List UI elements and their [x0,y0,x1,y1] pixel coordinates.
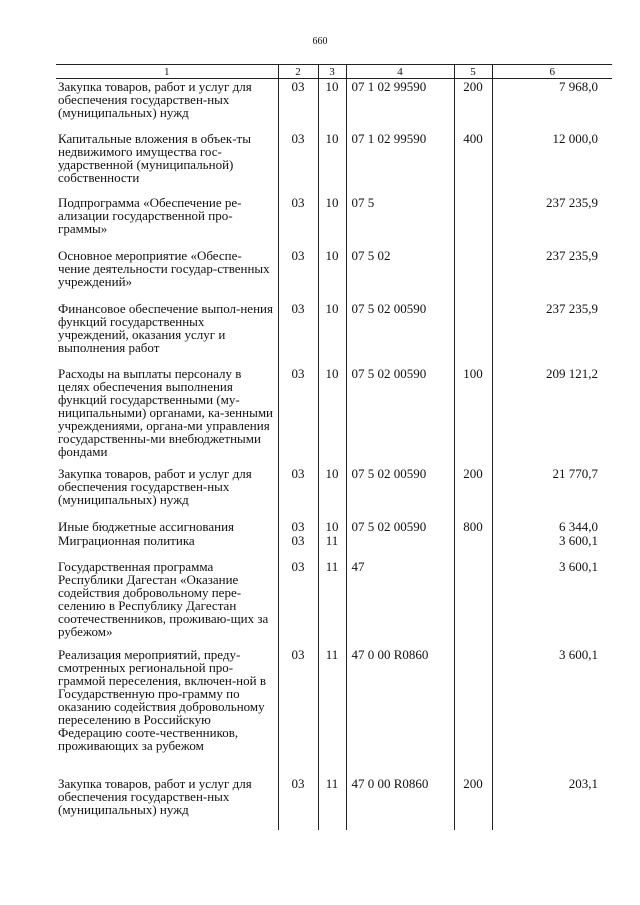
row-section: 03 [278,131,318,195]
row-subsection: 10 [318,301,346,366]
table-row [56,466,612,519]
row-target-code: 47 [346,559,454,647]
row-expense-type [454,533,492,559]
row-expense-type [454,195,492,248]
row-expense-type: 800 [454,519,492,533]
row-target-code: 07 5 [346,195,454,248]
row-section: 03 [278,466,318,519]
row-subsection: 10 [318,131,346,195]
row-subsection: 10 [318,79,346,131]
budget-table [56,64,612,830]
row-subsection: 11 [318,776,346,830]
row-expense-type [454,248,492,301]
row-amount: 6 344,0 [492,519,612,533]
row-amount: 209 121,2 [492,366,612,466]
row-target-code: 47 0 00 R0860 [346,776,454,830]
table-row [56,647,612,776]
row-name: Закупка товаров, работ и услуг для обеспечения государствен-ных (муниципальных) нужд [58,79,252,120]
row-section: 03 [278,248,318,301]
row-expense-type: 200 [454,776,492,830]
header-col-2: 2 [278,65,318,79]
row-section: 03 [278,647,318,776]
budget-table-container [56,64,612,832]
table-row [56,248,612,301]
row-section: 03 [278,559,318,647]
row-section: 03 [278,366,318,466]
table-row [56,519,612,533]
row-expense-type: 400 [454,131,492,195]
row-amount: 203,1 [492,776,612,830]
row-section: 03 [278,519,318,533]
row-expense-type: 200 [454,466,492,519]
row-expense-type [454,301,492,366]
row-section: 03 [278,776,318,830]
row-expense-type [454,559,492,647]
row-subsection: 10 [318,466,346,519]
row-subsection: 11 [318,559,346,647]
row-expense-type: 100 [454,366,492,466]
table-row [56,776,612,830]
row-amount: 21 770,7 [492,466,612,519]
row-expense-type [454,647,492,776]
row-target-code: 07 5 02 00590 [346,366,454,466]
table-row [56,533,612,559]
row-name: Миграционная политика [58,532,195,548]
row-amount: 237 235,9 [492,195,612,248]
page-number: 660 [312,36,328,47]
row-name: Реализация мероприятий, преду-смотренных региональной про-граммой переселения, включен-ной в Государственную про-грамму по оказанию содействия добровольному переселению в Российскую Федерацию соотe-чественников, проживающих за рубежом [58,646,266,753]
row-name: Подпрограмма «Обеспечение ре-ализации государственной про-граммы» [58,194,242,236]
table-row [56,131,612,195]
row-subsection: 10 [318,248,346,301]
table-row [56,559,612,647]
row-target-code: 07 5 02 00590 [346,301,454,366]
row-name: Расходы на выплаты персоналу в целях обеспечения выполнения функций государственными (му-ниципальными) органами, ка-зенными учреждениями, органа-ми управления государственны-ми внебюджетными фондами [58,365,274,459]
row-target-code: 07 1 02 99590 [346,79,454,131]
header-col-4: 4 [346,65,454,79]
row-subsection: 11 [318,647,346,776]
row-expense-type: 200 [454,79,492,131]
row-target-code: 47 0 00 R0860 [346,647,454,776]
header-col-6: 6 [492,65,612,79]
row-target-code: 07 5 02 00590 [346,466,454,519]
row-amount: 3 600,1 [492,647,612,776]
header-col-5: 5 [454,65,492,79]
row-name: Финансовое обеспечение выпол-нения функций государственных учреждений, оказания услуг и выполнения работ [58,300,273,355]
row-subsection: 11 [318,533,346,559]
row-subsection: 10 [318,519,346,533]
table-row [56,79,612,131]
row-amount: 7 968,0 [492,79,612,131]
table-header-row [56,65,612,79]
row-amount: 3 600,1 [492,533,612,559]
row-name: Основное мероприятие «Обеспе-чение деятельности государ-ственных учреждений» [58,247,270,289]
row-name: Капитальные вложения в объек-ты недвижимого имущества гос-ударственной (муниципальной) собственности [58,130,251,185]
row-subsection: 10 [318,366,346,466]
row-amount: 12 000,0 [492,131,612,195]
row-amount: 237 235,9 [492,301,612,366]
row-target-code: 07 5 02 00590 [346,519,454,533]
row-name: Государственная программа Республики Дагестан «Оказание содействия добровольному пере-селению в Республику Дагестан соотечественников, проживаю-щих за рубежом» [58,558,269,639]
row-section: 03 [278,195,318,248]
table-row [56,366,612,466]
row-target-code: 07 5 02 [346,248,454,301]
row-target-code [346,533,454,559]
row-subsection: 10 [318,195,346,248]
row-name: Закупка товаров, работ и услуг для обеспечения государствен-ных (муниципальных) нужд [58,465,252,507]
row-section: 03 [278,79,318,131]
header-col-1: 1 [56,65,278,79]
table-row [56,301,612,366]
row-amount: 3 600,1 [492,559,612,647]
row-target-code: 07 1 02 99590 [346,131,454,195]
row-amount: 237 235,9 [492,248,612,301]
row-section: 03 [278,301,318,366]
table-row [56,195,612,248]
header-col-3: 3 [318,65,346,79]
row-name: Закупка товаров, работ и услуг для обеспечения государствен-ных (муниципальных) нужд [58,775,252,817]
row-name: Иные бюджетные ассигнования [58,518,235,534]
row-section: 03 [278,533,318,559]
